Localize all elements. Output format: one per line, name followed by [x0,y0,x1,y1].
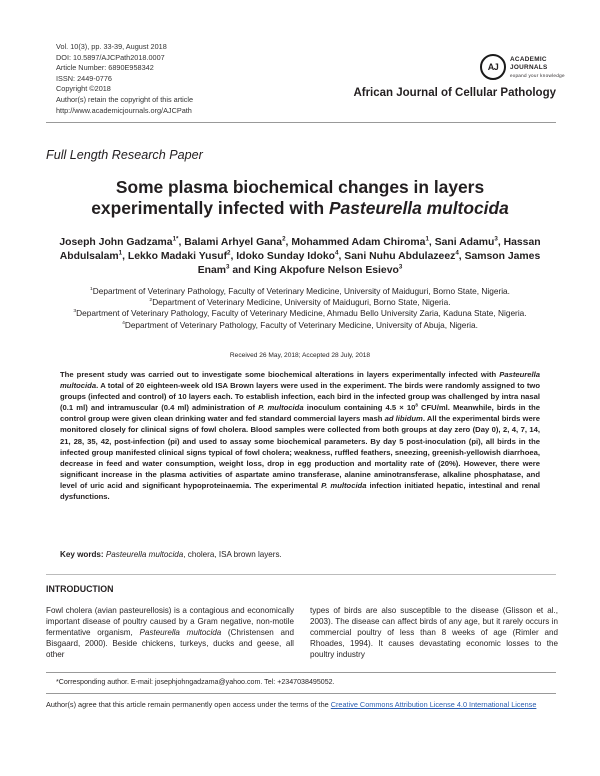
affiliation-item: $^2$Department of Veterinary Medicine, University of Maiduguri, Borno State, Nigeria. [149,297,451,308]
author-name: Idoko Sunday Idoko$^4$ [236,249,339,262]
affiliations [50,286,550,331]
journal-url[interactable]: http://www.academicjournals.org/AJCPath [56,105,192,115]
author-affiliation-mark: 1 [425,235,429,243]
affiliation-item: $^1$Department of Veterinary Pathology, Faculty of Veterinary Medicine, University of Maiduguri, Borno State, Nigeria. [90,286,510,296]
volume-info: Vol. 10(3), pp. 33-39, August 2018 [56,42,167,51]
paper-title [50,177,550,219]
affiliation-item: $^3$Department of Veterinary Pathology, Faculty of Veterinary Medicine, Ahmadu Bello University Zaria, Kaduna State, Nigeria. [73,308,527,319]
license-link[interactable]: Creative Commons Attribution License 4.0 International License [330,700,537,709]
abstract: The present study was carried out to investigate some biochemical alterations in layers experimentally infected with Pasteurella multocida. A total of 20 eighteen-week old ISA Brown layers were used in the experiment. The birds were randomly assigned to two groups (infected and control) of 10 layers each. To establish infection, each bird in the infected group was challenged by intra nasal (0.1 ml) and intramuscular (0.4 ml) administration of P. multocida inoculum containing $4.5 \times 10^8$ CFU/ml. Meanwhile, birds in the control group were given clean drinking water and fed standard commercial layers mash ad libidum. All the experimental birds were monitored closely for clinical signs of fowl cholera. Blood samples were collected from both groups at day zero (Day 0), 2, 4, 7, 14, 21, 28, 35, 42, post-infection (pi) and used to assay some biochemical parameters. By day 5 post-inoculation (pi), all birds in the infected group manifested clinical signs typical of fowl cholera; weakness, ruffled feathers, sneezing, greenish-yellowish diarrhoea, decrease in feed and water consumption, weight loss, drop in egg production and mortality rate of (20%). However, there were significant increase in the plasma activities of aspartate amino transferase, alanine aminotransferase, alkaline phosphatase, and level of uric acid and significant hypoproteinaemia. The experimental P. multocida infection initiated hepatic, intestinal and renal dysfunctions. [60,370,541,502]
author-name: Sani Nuhu Abdulazeez$^4$ [344,249,459,262]
author-affiliation-mark: 3 [226,263,230,271]
intro-column-1: Fowl cholera (avian pasteurellosis) is a contagious and economically important disease of poultry caused by a Gram negative, non-motile fermentative organism, Pasteurella multocida (Christensen and Bisgaard, 2000). Beside chickens, turkeys, ducks and geese, all other [46,606,294,660]
author-affiliation-mark: 2 [282,235,286,243]
publisher-line1: ACADEMIC [510,56,547,63]
title-line1: Some plasma biochemical changes in layers [115,177,485,197]
paper-type: Full Length Research Paper [46,148,203,162]
author-affiliation-mark: 4 [335,249,339,257]
author-affiliation-mark: 1 [118,249,123,257]
author-name: Joseph John Gadzama$^{1*}$ [59,235,179,248]
author-name: Hassan Abdulsalam$^1$ [59,237,541,262]
publisher-line2: JOURNALS [510,64,548,71]
copyright: Copyright ©2018 [56,84,111,94]
author-affiliation-mark: 3 [494,235,498,243]
author-affiliation-mark: 3 [398,263,403,271]
journal-name: African Journal of Cellular Pathology [353,87,556,99]
license-statement [46,700,556,711]
author-affiliation-mark: 1* [172,235,179,243]
author-name: Samson James Enam$^3$ [197,251,541,276]
license-text: Author(s) agree that this article remain permanently open access under the terms of the [46,700,331,709]
author-list: Joseph John Gadzama$^{1*}$, Balami Arhyel Gana$^2$, Mohammed Adam Chiroma$^1$, Sani Adamu$^3$, Hassan Abdulsalam$^1$, Lekko Madaki Yusuf$^2$, Idoko Sunday Idoko$^4$, Sani Nuhu Abdulazeez$^4$, Samson James Enam$^3$ and King Akpofure Nelson Esievo$^3$ [59,235,541,276]
keywords [60,550,282,559]
corresponding-author: *Corresponding author. E-mail: josephjohngadzama@yahoo.com. Tel: +2347038495052. [56,678,335,686]
header-divider [46,122,556,123]
author-name: Sani Adamu$^3$ [434,235,498,248]
affiliation-item: $^4$Department of Veterinary Pathology, Faculty of Veterinary Medicine, University of Abuja, Nigeria. [122,319,478,330]
publisher-name [510,56,565,80]
author-name: Mohammed Adam Chiroma$^1$ [291,235,429,248]
footnote-divider [46,672,556,673]
author-name: Balami Arhyel Gana$^2$ [184,235,286,248]
author-name: Lekko Madaki Yusuf$^2$ [127,249,231,262]
author-affiliation-mark: 2 [227,249,231,257]
title-line2-text: experimentally infected with [91,198,329,218]
issn: ISSN: 2449-0776 [56,73,112,83]
keywords-rest: , cholera, ISA brown layers. [183,550,282,559]
article-number: Article Number: 6890E958342 [56,63,154,73]
rights-statement: Author(s) retain the copyright of this article [56,94,194,104]
title-line2 [50,198,550,219]
keyword-organism: Pasteurella multocida [105,550,184,559]
doi: DOI: 10.5897/AJCPath2018.0007 [56,52,165,62]
keywords-label: Key words: [60,550,104,559]
intro-column-2: types of birds are also susceptible to the disease (Glisson et al., 2003). The disease can affect birds of any age, but it rarely occurs in commercial poultry of less than 8 weeks of age (Rimler and Rhoades, 1994). It causes devastating economic losses to the poultry industry [310,606,558,660]
title-organism: Pasteurella multocida [328,198,509,218]
received-dates: Received 26 May, 2018; Accepted 28 July, 2018 [229,352,371,359]
publisher-tagline: expand your knowledge [510,73,565,78]
section-divider [46,574,556,575]
article-metadata [56,42,193,116]
author-name: King Akpofure Nelson Esievo$^3$ [253,263,403,276]
publisher-logo-icon: AJ [480,54,506,80]
author-affiliation-mark: 4 [455,249,459,257]
license-divider [46,693,556,694]
intro-heading: INTRODUCTION [46,584,114,594]
